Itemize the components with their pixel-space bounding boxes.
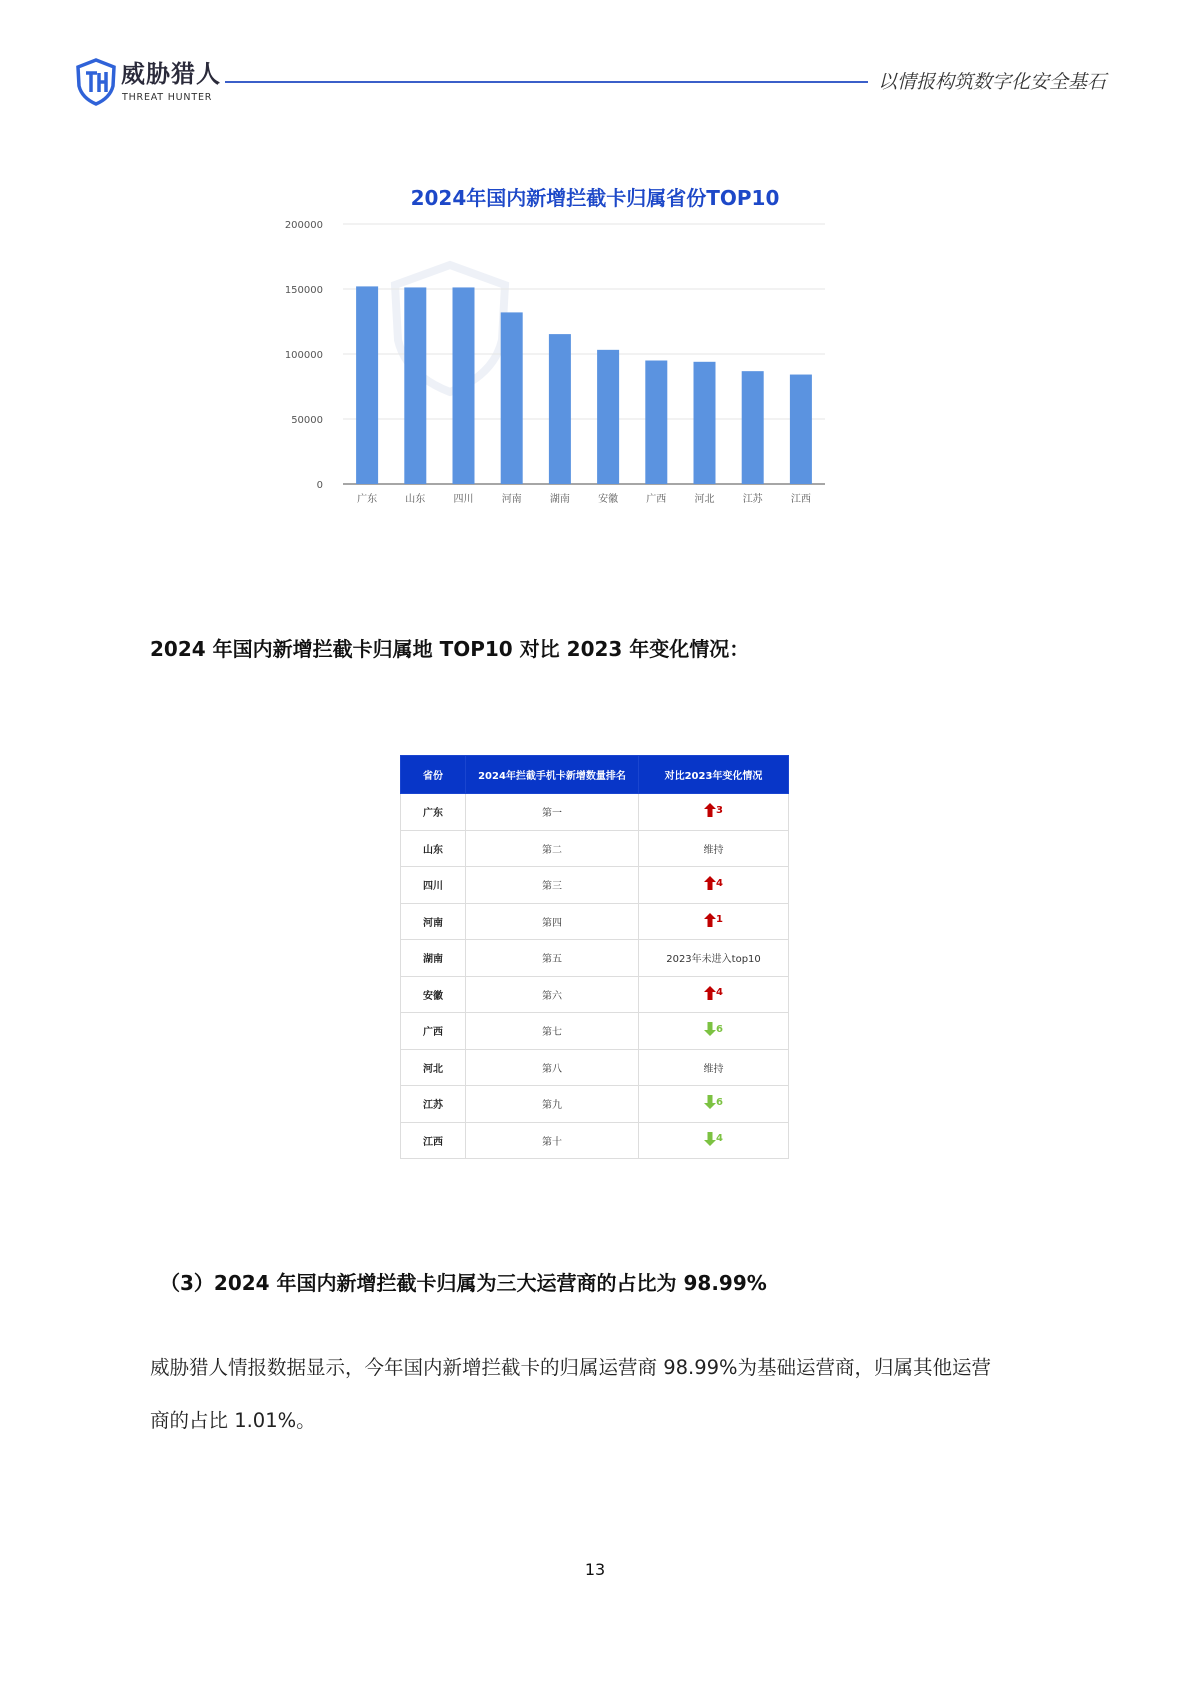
bar-chart (280, 170, 900, 510)
change-cell (639, 867, 789, 904)
change-value: 1 (716, 914, 723, 926)
section-heading: 2024 年国内新增拦截卡归属地 TOP10 对比 2023 年变化情况： (150, 637, 750, 661)
subsection-heading: （3）2024 年国内新增拦截卡归属为三大运营商的占比为 98.99% (160, 1271, 767, 1295)
table-row (401, 867, 789, 904)
province-cell: 江西 (401, 1122, 466, 1159)
arrow-down-icon (704, 1132, 716, 1146)
page-number: 13 (584, 1560, 606, 1579)
logo-text: 威胁猎人 (121, 60, 221, 88)
province-cell: 四川 (401, 867, 466, 904)
y-tick-label: 100000 (284, 350, 323, 361)
x-tick-label: 山东 (405, 494, 426, 505)
rank-cell: 第五 (466, 940, 639, 977)
y-tick-label: 150000 (284, 285, 323, 296)
rank-cell: 第十 (466, 1122, 639, 1159)
bar (549, 334, 571, 484)
change-value: 4 (716, 987, 723, 999)
province-cell: 安徽 (401, 976, 466, 1013)
y-tick-label: 50000 (291, 415, 323, 426)
header-divider (225, 81, 868, 83)
header-change: 对比2023年变化情况 (639, 756, 789, 794)
bar (694, 362, 716, 484)
rank-cell: 第七 (466, 1013, 639, 1050)
arrow-up-icon (704, 913, 716, 927)
change-cell (639, 1122, 789, 1159)
x-tick-label: 广西 (646, 494, 667, 505)
rank-cell: 第六 (466, 976, 639, 1013)
change-cell (639, 940, 789, 977)
bar (453, 287, 475, 484)
change-cell (639, 830, 789, 867)
province-cell: 广西 (401, 1013, 466, 1050)
x-tick-label: 河北 (694, 494, 715, 505)
arrow-up-icon (704, 876, 716, 890)
logo-shield-icon (75, 58, 117, 106)
x-tick-label: 广东 (357, 494, 378, 505)
table-row (401, 1013, 789, 1050)
rank-cell: 第九 (466, 1086, 639, 1123)
bar (790, 375, 812, 484)
province-cell: 湖南 (401, 940, 466, 977)
change-cell (639, 976, 789, 1013)
table-row (401, 976, 789, 1013)
x-tick-label: 四川 (453, 494, 474, 505)
header-slogan: 以情报构筑数字化安全基石 (878, 71, 1107, 93)
header-rank: 2024年拦截手机卡新增数量排名 (466, 756, 639, 794)
change-value: 3 (716, 804, 723, 816)
ranking-table (400, 755, 789, 1159)
rank-cell: 第二 (466, 830, 639, 867)
change-cell (639, 903, 789, 940)
table-row (401, 1122, 789, 1159)
bar (356, 286, 378, 484)
change-cell (639, 1013, 789, 1050)
y-tick-label: 200000 (284, 220, 323, 231)
rank-cell: 第三 (466, 867, 639, 904)
chart-title: 2024年国内新增拦截卡归属省份TOP10 (410, 186, 780, 210)
header-province: 省份 (401, 756, 466, 794)
change-cell (639, 1086, 789, 1123)
change-value: 4 (716, 877, 723, 889)
bar (501, 312, 523, 484)
change-text: 维持 (703, 1063, 724, 1075)
x-tick-label: 安徽 (598, 494, 619, 505)
arrow-down-icon (704, 1095, 716, 1109)
change-value: 6 (716, 1096, 723, 1108)
x-tick-label: 河南 (501, 494, 522, 505)
logo-subtext: THREAT HUNTER (122, 92, 213, 103)
change-text: 维持 (703, 844, 724, 856)
bar (597, 350, 619, 484)
province-cell: 河北 (401, 1049, 466, 1086)
rank-cell: 第四 (466, 903, 639, 940)
province-cell: 山东 (401, 830, 466, 867)
x-tick-label: 江苏 (742, 494, 763, 505)
table-row (401, 794, 789, 831)
arrow-up-icon (704, 803, 716, 817)
table-row (401, 940, 789, 977)
rank-cell: 第八 (466, 1049, 639, 1086)
province-cell: 江苏 (401, 1086, 466, 1123)
change-value: 4 (716, 1133, 723, 1145)
change-cell (639, 794, 789, 831)
x-tick-label: 湖南 (549, 494, 570, 505)
change-cell (639, 1049, 789, 1086)
arrow-down-icon (704, 1022, 716, 1036)
bar (742, 371, 764, 484)
province-cell: 广东 (401, 794, 466, 831)
rank-cell: 第一 (466, 794, 639, 831)
x-tick-label: 江西 (790, 494, 811, 505)
paragraph-line: 商的占比 1.01%。 (150, 1409, 316, 1432)
table-row (401, 1086, 789, 1123)
province-cell: 河南 (401, 903, 466, 940)
paragraph-line: 威胁猎人情报数据显示，今年国内新增拦截卡的归属运营商 98.99%为基础运营商，归属其他运营 (150, 1356, 992, 1379)
change-text: 2023年未进入top10 (666, 954, 761, 966)
table-row (401, 903, 789, 940)
arrow-up-icon (704, 986, 716, 1000)
table-row (401, 1049, 789, 1086)
change-value: 6 (716, 1023, 723, 1035)
y-tick-label: 0 (316, 480, 323, 491)
bar (404, 287, 426, 484)
table-row (401, 830, 789, 867)
bar (645, 361, 667, 485)
